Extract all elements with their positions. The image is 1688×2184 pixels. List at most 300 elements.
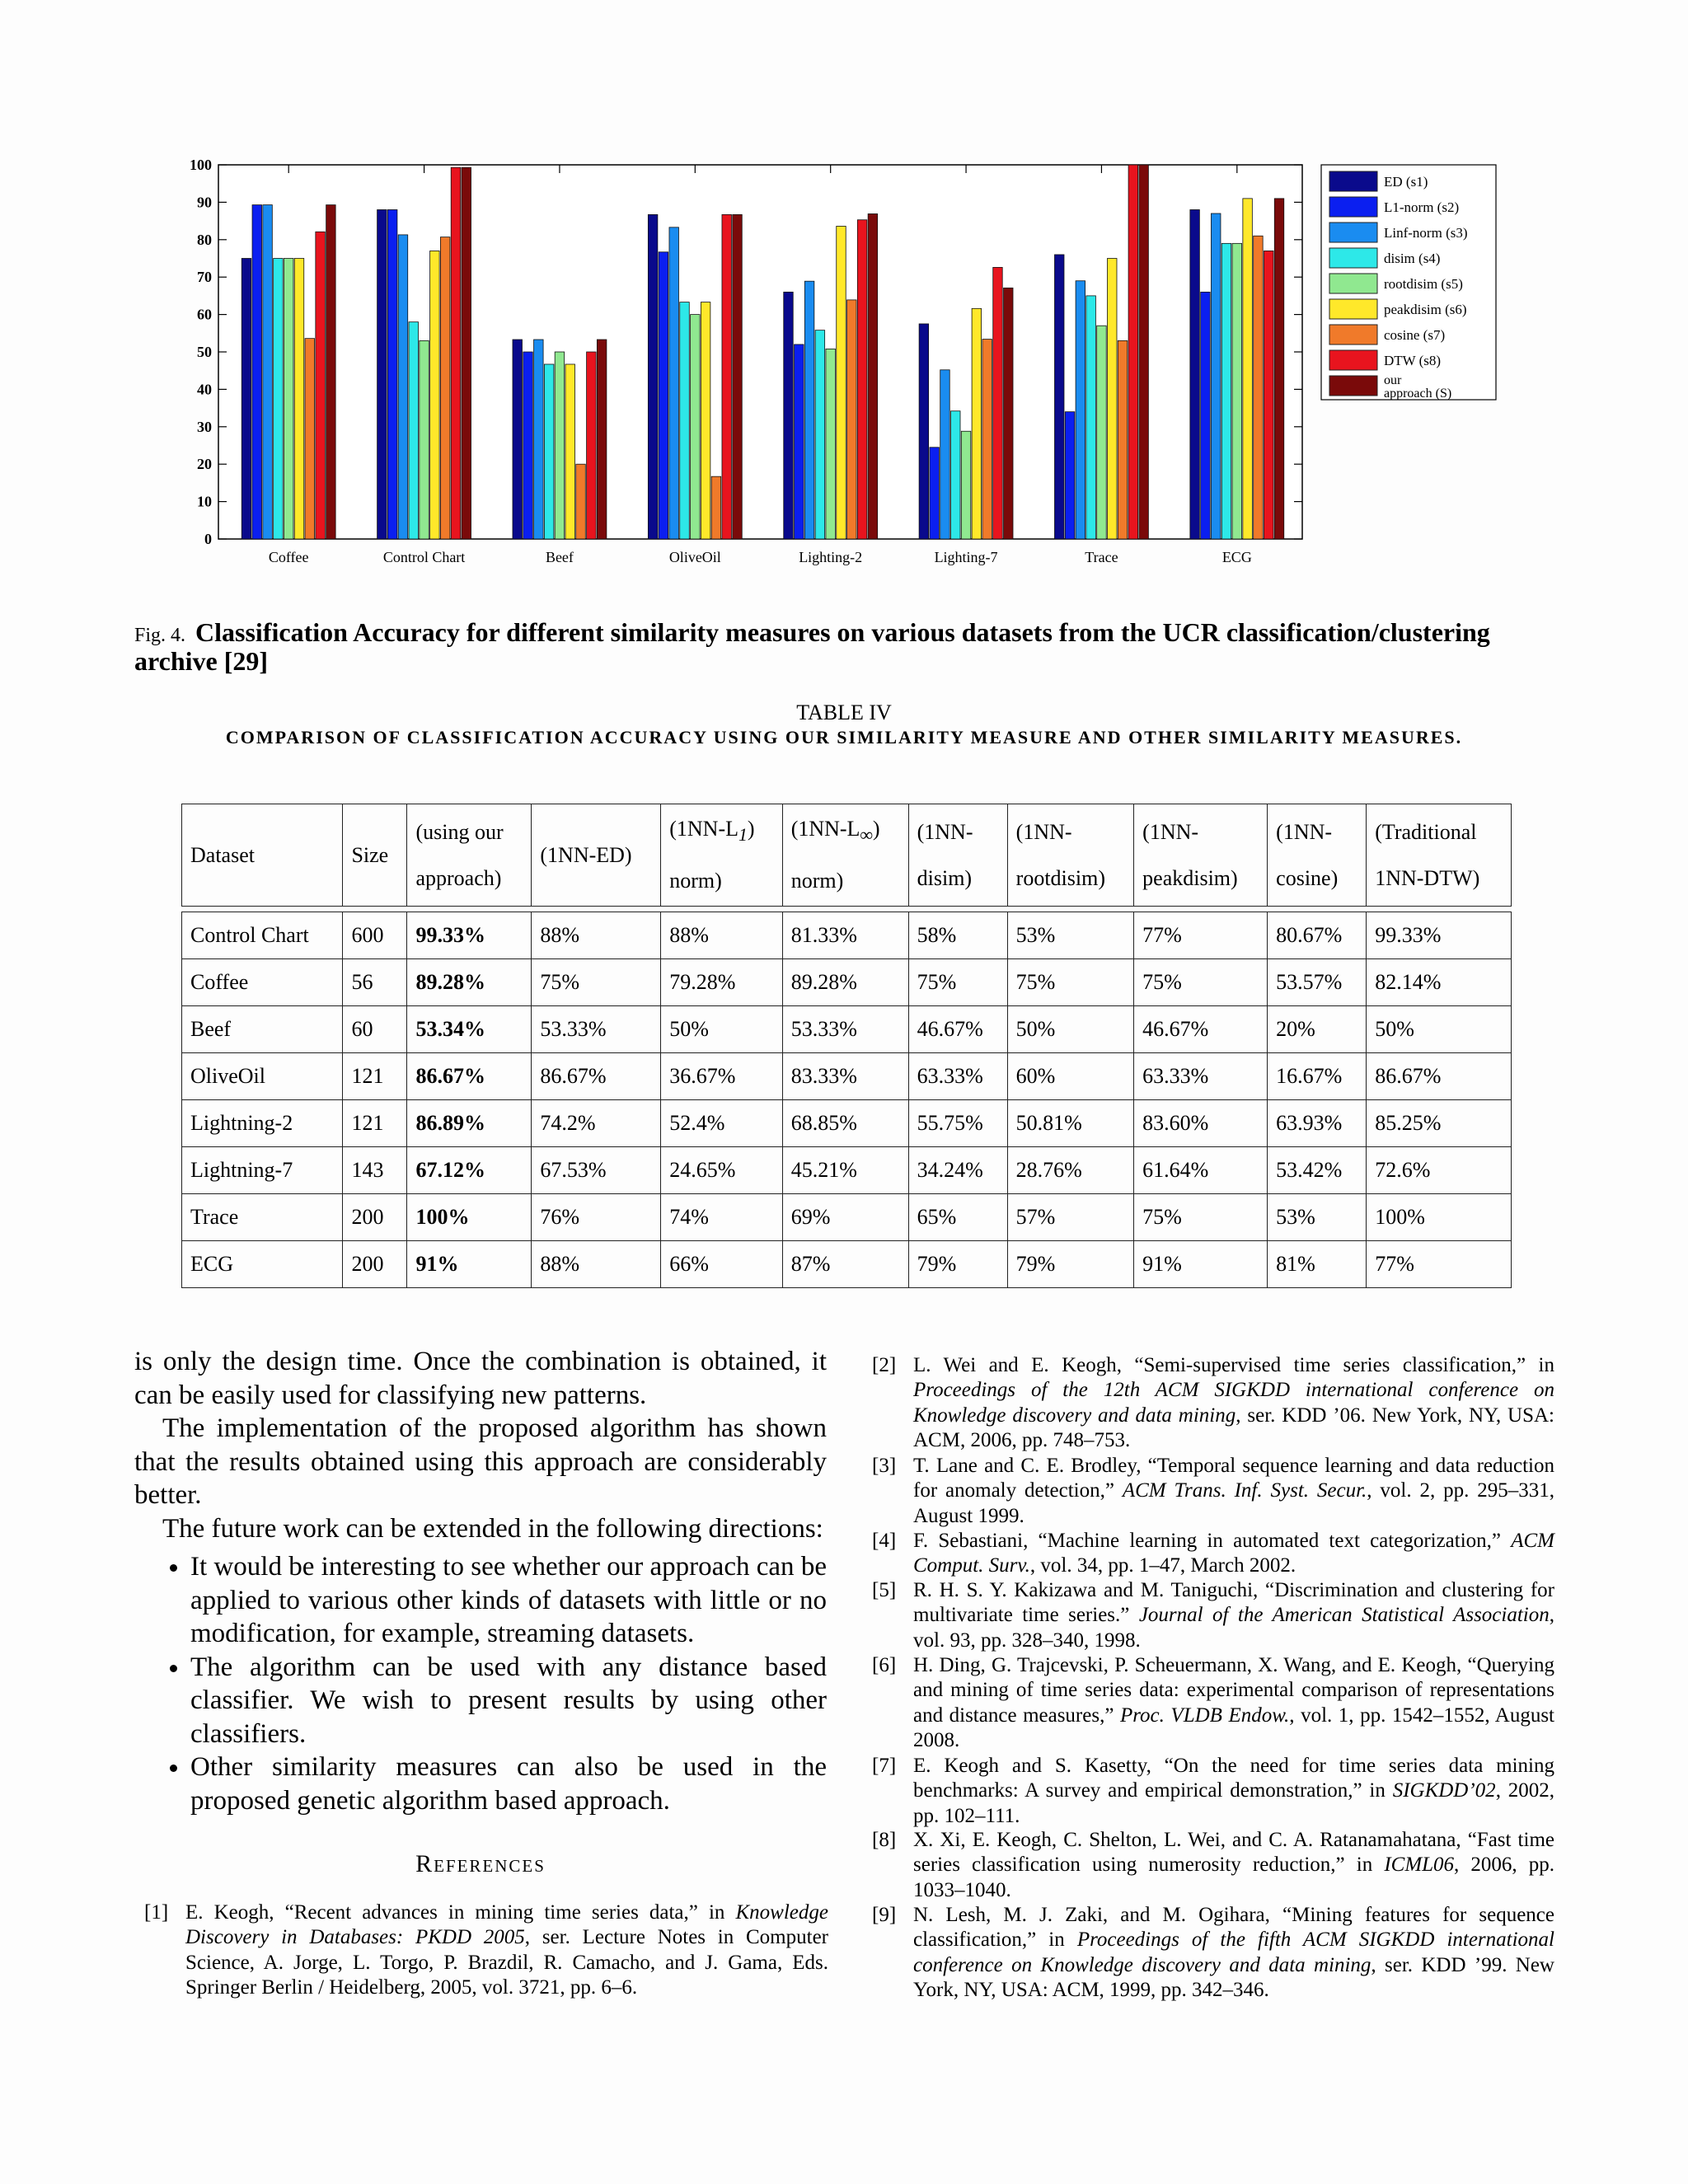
table-cell: 28.76% [1007,1147,1133,1194]
bar [1139,165,1149,539]
reference-9 [872,1903,1554,2003]
reference-text [872,1828,1554,1903]
body-text [134,1345,827,1817]
legend-swatch [1329,325,1377,344]
table-cell: 80.67% [1268,912,1367,959]
table-cell: 75% [1007,959,1133,1006]
y-tick-label: 0 [204,531,212,547]
bar [263,205,273,539]
ref-part: T. Lane and C. E. Brodley, “Temporal sequence learning and data reduction for anomaly detection,” [913,1455,1554,1502]
table-cell: 67.12% [407,1147,532,1194]
table-cell: 53.33% [532,1006,661,1053]
bar [305,339,315,539]
bar [1274,199,1284,539]
table-cell: 69% [782,1194,908,1241]
table-cell: 89.28% [782,959,908,1006]
table-cell: 76% [532,1194,661,1241]
bar [544,364,554,539]
reference-1 [144,1900,828,2000]
table-cell: 53% [1268,1194,1367,1241]
figure-label: Fig. 4. [134,625,186,646]
bar [565,364,575,539]
legend-label: ED (s1) [1384,174,1428,190]
table-cell: 53.34% [407,1006,532,1053]
table-cell: 83.60% [1134,1100,1268,1147]
table-cell: 200 [343,1241,407,1288]
reference-text [872,1754,1554,1829]
ref-part-italic: ACM Trans. Inf. Syst. Secur. [1122,1479,1367,1502]
references-heading [134,1850,827,1878]
references-heading-text: References [415,1850,546,1877]
bar [1118,340,1128,539]
ref-part: L. Wei and E. Keogh, “Semi-supervised time series classification,” in [913,1354,1554,1376]
table-cell: 86.67% [407,1053,532,1100]
table-cell: 86.67% [1367,1053,1512,1100]
reference-3 [872,1454,1554,1529]
table-cell: 63.33% [1134,1053,1268,1100]
bar [316,232,326,539]
table-cell: Lightning-7 [182,1147,343,1194]
header-line-1: (1NN- [1276,819,1333,844]
reference-number: [1] [144,1901,169,1924]
table-cell: 52.4% [661,1100,782,1147]
legend-swatch [1329,223,1377,242]
bar [972,308,982,539]
table-cell: 46.67% [908,1006,1007,1053]
bar [1086,296,1096,539]
ref-part-italic: ACM Comput. Surv. [913,1530,1554,1577]
ref-part-italic: Journal of the American Statistical Association [1138,1604,1550,1627]
ref-part-italic: Proceedings of the 12th ACM SIGKDD international conference on Knowledge discovery and data mining [913,1379,1554,1427]
legend-label: L1-norm (s2) [1384,199,1460,215]
table-cell: 24.65% [661,1147,782,1194]
bar [826,349,836,539]
bar [648,214,658,539]
table-cell: 65% [908,1194,1007,1241]
reference-4 [872,1529,1554,1579]
y-tick-label: 40 [197,381,212,398]
bar [993,267,1003,539]
ref-part: , 2006, pp. 1033–1040. [913,1854,1555,1901]
reference-number: [9] [872,1904,897,1926]
table-header-cell [343,804,407,907]
table-cell: 75% [1134,1194,1268,1241]
y-tick-label: 50 [197,344,212,360]
ref-part-italic: Proceedings of the fifth ACM SIGKDD international conference on Knowledge discovery and data mining [913,1929,1554,1976]
figure-caption [134,617,1554,676]
bar [587,352,597,539]
reference-number: [4] [872,1530,897,1552]
x-tick-label: Lighting-7 [934,549,998,565]
ref-part: , 2002, pp. 102–111. [913,1779,1554,1827]
bar [680,302,690,539]
ref-part-italic: Proc. VLDB Endow. [1119,1704,1290,1727]
table-header-cell: $(1NN-L_1)$ norm) [661,804,782,907]
table-cell: 66% [661,1241,782,1288]
table-cell: 89.28% [407,959,532,1006]
table-row [182,1006,1512,1053]
table-cell: 45.21% [782,1147,908,1194]
table-cell: 91% [1134,1241,1268,1288]
table-cell: 36.67% [661,1053,782,1100]
bar [837,226,846,539]
table-cell: ECG [182,1241,343,1288]
y-tick-label: 10 [197,493,212,510]
table-cell: Control Chart [182,912,343,959]
bar [733,214,743,539]
x-tick-label: Coffee [268,549,309,565]
header-line-1: (1NN-ED) [540,842,632,867]
table-cell: 53.57% [1268,959,1367,1006]
bar [1232,243,1242,539]
bar [784,292,794,539]
bar [1054,255,1064,539]
table-cell: 53% [1007,912,1133,959]
bar [451,167,461,539]
bar [659,252,668,539]
x-tick-label: ECG [1221,549,1252,565]
table-cell: 34.24% [908,1147,1007,1194]
table-cell: 79.28% [661,959,782,1006]
table-cell: 75% [1134,959,1268,1006]
table-cell: 81% [1268,1241,1367,1288]
table-cell: Coffee [182,959,343,1006]
bar [1264,251,1273,539]
reference-number: [8] [872,1829,897,1851]
bar [420,340,429,539]
bar [1004,288,1014,539]
bar [462,167,471,539]
bar [795,344,804,539]
header-line-1: (1NN- [917,819,973,844]
table-cell: 82.14% [1367,959,1512,1006]
table-cell: 86.67% [532,1053,661,1100]
table-header-cell [182,804,343,907]
table-cell: 63.93% [1268,1100,1367,1147]
bar [1221,243,1231,539]
table-spacer [182,907,1512,912]
header-line-2: peakdisim) [1142,865,1238,890]
bar [513,340,523,539]
table-title-text: COMPARISON OF CLASSIFICATION ACCURACY USING OUR SIMILARITY MEASURE AND OTHER SIMILARITY MEASURES. [225,727,1463,748]
table-header-cell [532,804,661,907]
table-cell: 200 [343,1194,407,1241]
bar [711,476,721,539]
y-tick-label: 90 [197,194,212,211]
table-cell: 74% [661,1194,782,1241]
bar [1254,236,1264,539]
header-line-1: (Traditional [1375,819,1477,844]
bar [940,370,950,539]
header-line-2: rootdisim) [1015,865,1106,890]
bar [252,205,262,539]
bar [523,352,533,539]
future-work-list [134,1550,827,1817]
y-tick-label: 70 [197,269,212,286]
table-cell: 63.33% [908,1053,1007,1100]
table-cell: 91% [407,1241,532,1288]
table-cell: 46.67% [1134,1006,1268,1053]
paragraph-3: The future work can be extended in the following directions: [162,1513,823,1544]
table-cell: 81.33% [782,912,908,959]
ref-part: , vol. 1, pp. 1542–1552, August 2008. [913,1704,1554,1751]
bar [597,340,607,539]
bar [804,281,814,539]
table-header-cell [908,804,1007,907]
bar [1128,165,1138,539]
header-line-2: disim) [917,865,973,890]
header-line-2: norm) [790,869,844,893]
bar [409,322,419,539]
header-line-1: (1NN-L [790,817,860,841]
bar [691,315,701,539]
table-cell: 16.67% [1268,1053,1367,1100]
ref-part: , ser. Lecture Notes in Computer Science, A. Jorge, L. Torgo, P. Brazdil, R. Camacho, and J. Gama, Eds. Springer Berlin / Heidelberg, 2005, vol. 3721, pp. 6–6. [185,1926,828,1999]
reference-text [872,1653,1554,1753]
header-line-2: norm) [669,869,722,893]
x-tick-label: Trace [1085,549,1118,565]
table-cell: 72.6% [1367,1147,1512,1194]
bar [701,302,710,539]
legend-swatch [1329,376,1377,396]
table-cell: 99.33% [407,912,532,959]
table-cell: 85.25% [1367,1100,1512,1147]
table-title [190,724,1498,750]
bar [847,300,857,539]
header-line-2: approach) [415,865,502,890]
bar [1190,209,1200,539]
legend-swatch [1329,171,1377,191]
table-cell: 53.33% [782,1006,908,1053]
table-label: TABLE IV [796,701,892,724]
table-cell: 75% [908,959,1007,1006]
reference-text [872,1903,1554,2003]
ref-part: , ser. KDD ’99. New York, NY, USA: ACM, 1999, pp. 342–346. [913,1953,1554,2001]
bar [555,352,565,539]
ref-part: H. Ding, G. Trajcevski, P. Scheuermann, X. Wang, and E. Keogh, “Querying and mining of time series data: experimental comparison of representations and distance measures,” [913,1654,1554,1727]
table-cell: Trace [182,1194,343,1241]
bar [930,448,940,539]
table-cell: 600 [343,912,407,959]
header-line-1: (1NN- [1015,819,1072,844]
bar [961,431,971,539]
table-cell: 56 [343,959,407,1006]
legend-label: our [1384,373,1402,387]
table-cell: 53.42% [1268,1147,1367,1194]
legend-swatch [1329,248,1377,268]
reference-number: [5] [872,1579,897,1601]
table-cell: 86.89% [407,1100,532,1147]
table-header-cell [1134,804,1268,907]
bar [815,330,825,539]
table-cell: 55.75% [908,1100,1007,1147]
table-row [182,1100,1512,1147]
reference-2 [872,1353,1554,1453]
bar [669,227,679,539]
table-cell: 77% [1134,912,1268,959]
ref-part: R. H. S. Y. Kakizawa and M. Taniguchi, “Discrimination and clustering for multivariate time series.” [913,1579,1554,1627]
bar [576,464,586,539]
y-tick-label: 60 [197,306,212,323]
x-tick-label: Beef [545,549,574,565]
reference-text [872,1353,1554,1453]
table-cell: 88% [532,912,661,959]
table-cell: 67.53% [532,1147,661,1194]
table-row [182,1053,1512,1100]
ref-part: , vol. 34, pp. 1–47, March 2002. [1029,1554,1296,1577]
legend-label: rootdisim (s5) [1384,276,1463,292]
legend-label: Linf-norm (s3) [1384,225,1468,241]
header-line-1: (1NN-L [669,817,738,841]
list-item: • It would be interesting to see whether our approach can be applied to various other kinds of datasets with little or no modification, for example, streaming datasets. [190,1550,827,1651]
bar [274,259,284,540]
legend-label: disim (s4) [1384,251,1441,266]
table-header-cell [1367,804,1512,907]
table-header-cell [1007,804,1133,907]
reference-text [872,1578,1554,1653]
table-cell: 83.33% [782,1053,908,1100]
bar [440,237,450,539]
table-header-cell [1268,804,1367,907]
bar [1065,412,1075,539]
table-header-cell [407,804,532,907]
reference-text [144,1900,828,2000]
bar [377,209,387,539]
table-cell: 61.64% [1134,1147,1268,1194]
bar [534,340,544,539]
x-tick-label: OliveOil [668,549,721,565]
bar [294,259,304,540]
bar [722,214,732,539]
bar [982,340,992,539]
bar [1107,259,1117,540]
x-tick-label: Lighting-2 [799,549,863,565]
table-cell: Beef [182,1006,343,1053]
reference-text [872,1529,1554,1579]
table-cell: 68.85% [782,1100,908,1147]
list-item: • Other similarity measures can also be used in the proposed genetic algorithm based approach. [190,1750,827,1817]
ref-part: F. Sebastiani, “Machine learning in automated text categorization,” [913,1530,1512,1552]
table-cell: OliveOil [182,1053,343,1100]
ref-part: E. Keogh and S. Kasetty, “On the need for time series data mining benchmarks: A survey and empirical demonstration,” in [913,1755,1554,1802]
list-item: • The algorithm can be used with any distance based classifier. We wish to present results by using other classifiers. [190,1651,827,1751]
reference-text [872,1454,1554,1529]
paragraph-2: The implementation of the proposed algorithm has shown that the results obtained using this approach are considerably better. [134,1413,827,1510]
table-cell: 60% [1007,1053,1133,1100]
table-cell: 88% [661,912,782,959]
legend-swatch [1329,350,1377,370]
table-cell: 77% [1367,1241,1512,1288]
y-tick-label: 80 [197,231,212,248]
header-subscript: 1 [738,825,748,846]
paragraph-1: is only the design time. Once the combination is obtained, it can be easily used for classifying new patterns. [134,1347,827,1410]
header-line-1: (1NN- [1142,819,1199,844]
table-cell: 58% [908,912,1007,959]
table-cell: 60 [343,1006,407,1053]
header-line-1: Size [351,842,389,867]
reference-5 [872,1578,1554,1653]
ref-part-italic: ICML06 [1384,1854,1455,1877]
reference-number: [6] [872,1654,897,1676]
reference-6 [872,1653,1554,1753]
y-tick-label: 20 [197,456,212,473]
bar [430,251,440,539]
bar [398,235,408,539]
header-line-1: (using our [415,819,504,844]
bar [1211,213,1221,539]
bar [1076,281,1085,539]
ref-part: , vol. 93, pp. 328–340, 1998. [913,1604,1554,1652]
bar [326,205,336,539]
legend-label: peakdisim (s6) [1384,302,1467,317]
header-line-1: Dataset [190,842,255,867]
table-cell: 50% [661,1006,782,1053]
legend-swatch [1329,299,1377,319]
table-row [182,1241,1512,1288]
table-cell: 50% [1367,1006,1512,1053]
table-cell: 74.2% [532,1100,661,1147]
table-cell: 121 [343,1053,407,1100]
legend-label: DTW (s8) [1384,353,1442,368]
bar [951,411,961,539]
bar [1097,326,1107,539]
reference-number: [7] [872,1755,897,1777]
table-cell: Lightning-2 [182,1100,343,1147]
table-row [182,1194,1512,1241]
ref-part-italic: SIGKDD’02 [1392,1779,1496,1802]
ref-part: N. Lesh, M. J. Zaki, and M. Ogihara, “Mining features for sequence classification,” in [913,1904,1554,1952]
header-line-2: cosine) [1276,865,1339,890]
ref-part: , vol. 2, pp. 295–331, August 1999. [913,1479,1554,1527]
table-row [182,959,1512,1006]
table-cell: 100% [1367,1194,1512,1241]
table-header-row [182,804,1512,907]
reference-number: [2] [872,1354,897,1376]
table-row [182,1147,1512,1194]
table-header-cell: $(1NN-L_\infty)$ norm) [782,804,908,907]
figure-caption-text: Classification Accuracy for different similarity measures on various datasets from the UCR classification/clustering archive [29] [134,617,1490,676]
ref-part: E. Keogh, “Recent advances in mining time series data,” in [185,1901,736,1924]
ref-part-italic: Knowledge Discovery in Databases: PKDD 2005 [185,1901,828,1949]
bar [868,213,878,539]
table-cell: 57% [1007,1194,1133,1241]
table-cell: 87% [782,1241,908,1288]
y-tick-label: 100 [190,157,212,173]
bar-chart [132,148,1517,577]
legend-label-line-2: approach (S) [1384,387,1452,401]
ref-part: X. Xi, E. Keogh, C. Shelton, L. Wei, and C. A. Ratanamahatana, “Fast time series classification using numerosity reduction,” in [913,1829,1554,1877]
reference-7 [872,1754,1554,1829]
bar [1243,199,1253,539]
table-cell: 99.33% [1367,912,1512,959]
table-cell: 79% [1007,1241,1133,1288]
bar [919,324,929,539]
table-cell: 20% [1268,1006,1367,1053]
table-cell: 143 [343,1147,407,1194]
bar [1201,292,1211,539]
table-body [182,907,1512,1288]
table-header [182,804,1512,907]
header-line-2: 1NN-DTW) [1375,865,1480,890]
bar [241,259,251,540]
table-cell: 50.81% [1007,1100,1133,1147]
y-tick-label: 30 [197,418,212,435]
header-subscript: ∞ [860,825,873,846]
legend-swatch [1329,274,1377,293]
bar [387,209,397,539]
results-table [181,804,1512,1288]
legend-label: cosine (s7) [1384,327,1446,343]
